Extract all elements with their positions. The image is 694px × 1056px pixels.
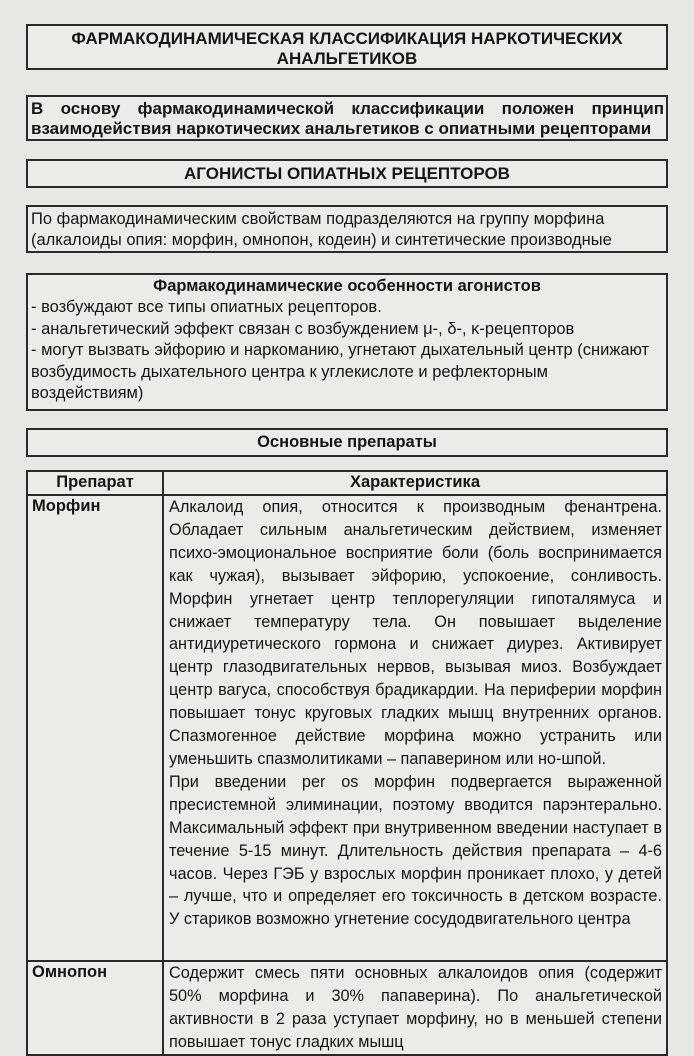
agonists-description: По фармакодинамическим свойствам подразделяются на группу морфина (алкалоиды опия: морфин, омнопон, кодеин) и синтетические производные [26, 205, 668, 253]
features-box [26, 273, 668, 411]
column-header-drug: Препарат [27, 471, 163, 495]
drugs-table [26, 470, 668, 1056]
drug-name-omnopon: Омнопон [27, 961, 163, 1055]
drug-name-morphine: Морфин [27, 495, 163, 961]
feature-item: - возбуждают все типы опиатных рецепторов. [31, 298, 382, 316]
classification-principle: В основу фармакодинамической классификации положен принцип взаимодействия наркотических анальгетиков с опиатными рецепторами [26, 95, 668, 141]
omnopon-paragraph-1: Содержит смесь пяти основных алкалоидов опия (содержит 50% морфина и 30% папаверина). По анальгетической активности в 2 раза уступает морфину, но в меньшей степени повышает тонус гладких мышц [169, 964, 662, 1051]
feature-item: - могут вызвать эйфорию и наркоманию, угнетают дыхательный центр (снижают возбудимость дыхательного центра к углекислоте и рефлекторным воздействиям) [31, 341, 650, 402]
drug-characteristic-morphine [163, 495, 667, 961]
morphine-paragraph-2: При введении per os морфин подвергается выраженной пресистемной элиминации, поэтому вводится парэнтерально. Максимальный эффект при внутривенном введении наступает в течение 5-15 минут. Длительность действия препарата – 4-6 часов. Через ГЭБ у взрослых морфин проникает плохо, у детей – лучше, что и определяет его токсичность в детском возрасте. У стариков возможно угнетение сосудодвигательного центра [169, 772, 662, 929]
agonists-heading: АГОНИСТЫ ОПИАТНЫХ РЕЦЕПТОРОВ [26, 159, 668, 188]
morphine-paragraph-1: Алкалоид опия, относится к производным фенантрена. Обладает сильным анальгетическим действием, изменяет психо-эмоциональное восприятие боли (боль воспринимается как чужая), вызывает эйфорию, успокоение, сонливость. Морфин угнетает центр теплорегуляции гипоталямуса и снижает температуру тела. Он повышает выделение антидиуретического гормона и снижает диурез. Активирует центр глазодвигательных нервов, вызывая миоз. Возбуждает центр вагуса, способствуя брадикардии. На периферии морфин повышает тонус круговых гладких мышц внутренних органов. Спазмогенное действие морфина можно устранить или уменьшить спазмолитиками – папаверином или но-шпой. [169, 498, 662, 768]
table-row [27, 961, 667, 1055]
drug-characteristic-omnopon [163, 961, 667, 1055]
drugs-heading: Основные препараты [26, 428, 668, 457]
features-heading: Фармакодинамические особенности агонистов [153, 277, 541, 295]
table-header-row [27, 471, 667, 495]
column-header-characteristic: Характеристика [163, 471, 667, 495]
feature-item: - анальгетический эффект связан с возбуждением μ-, δ-, κ-рецепторов [31, 319, 575, 338]
page-title: ФАРМАКОДИНАМИЧЕСКАЯ КЛАССИФИКАЦИЯ НАРКОТИЧЕСКИХ АНАЛЬГЕТИКОВ [26, 24, 668, 70]
table-row [27, 495, 667, 961]
